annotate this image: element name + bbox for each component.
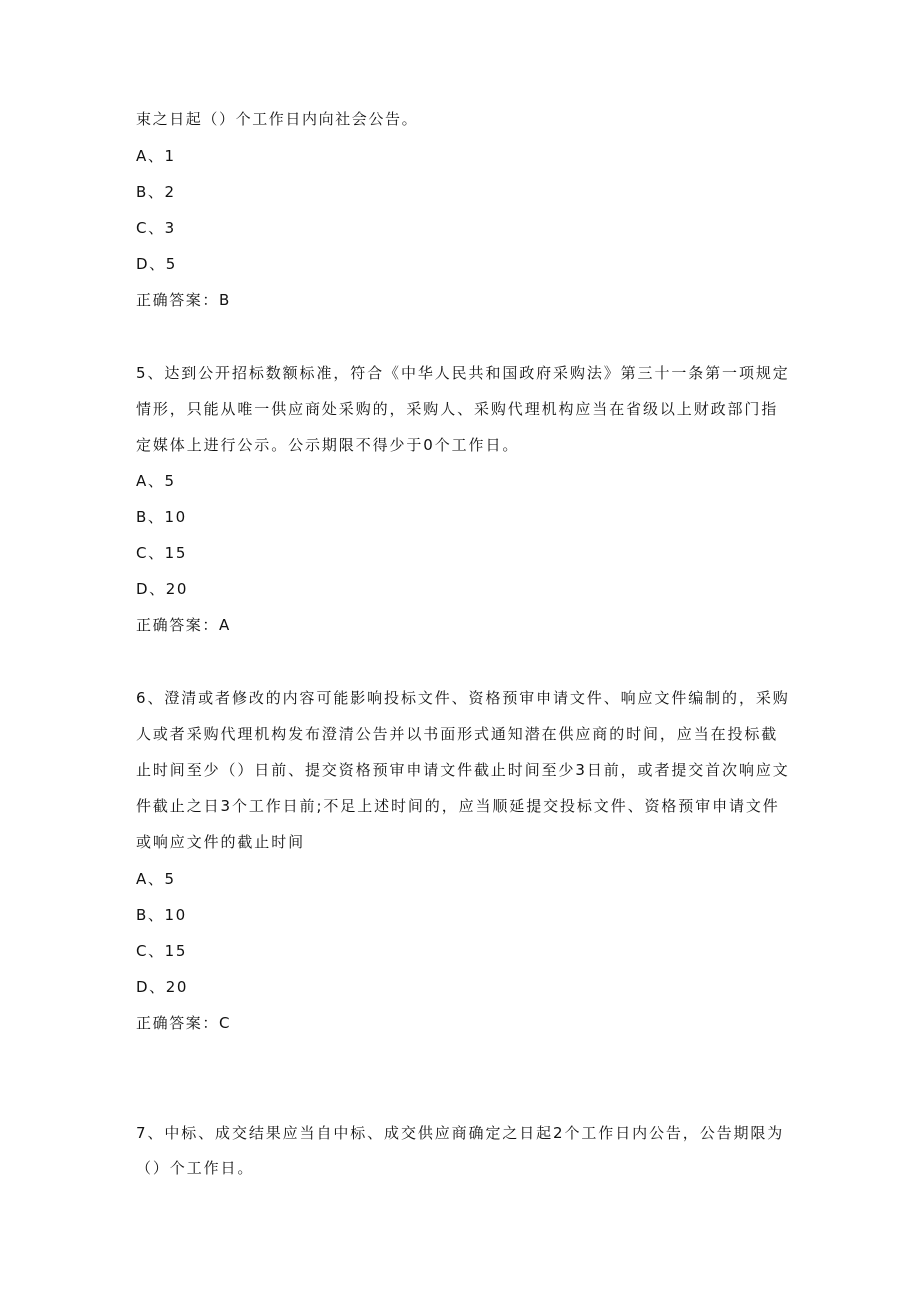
question-4-answer: 正确答案：B bbox=[136, 291, 231, 309]
question-6-option-c: C、15 bbox=[136, 942, 187, 960]
question-4-option-c: C、3 bbox=[136, 219, 176, 237]
question-6-option-d: D、20 bbox=[136, 978, 189, 996]
question-5-option-d: D、20 bbox=[136, 580, 189, 598]
question-6-text-line: 止时间至少（）日前、提交资格预审申请文件截止时间至少3日前，或者提交首次响应文 bbox=[136, 761, 790, 779]
question-5-option-a: A、5 bbox=[136, 472, 176, 490]
question-6-text-line: 6、澄清或者修改的内容可能影响投标文件、资格预审申请文件、响应文件编制的，采购 bbox=[136, 689, 790, 707]
question-6-text-line: 或响应文件的截止时间 bbox=[136, 833, 306, 851]
question-6-text-line: 件截止之日3个工作日前;不足上述时间的，应当顺延提交投标文件、资格预审申请文件 bbox=[136, 797, 780, 815]
question-4-option-b: B、2 bbox=[136, 183, 176, 201]
question-6-answer: 正确答案：C bbox=[136, 1014, 232, 1032]
question-5-text-line: 5、达到公开招标数额标准，符合《中华人民共和国政府采购法》第三十一条第一项规定 bbox=[136, 364, 790, 382]
question-7-text-line: 7、中标、成交结果应当自中标、成交供应商确定之日起2个工作日内公告，公告期限为 bbox=[136, 1124, 785, 1142]
question-7-text-line: （）个工作日。 bbox=[136, 1159, 255, 1177]
question-4-option-d: D、5 bbox=[136, 255, 177, 273]
question-4-stem-end: 束之日起（）个工作日内向社会公告。 bbox=[136, 110, 419, 128]
question-5-answer: 正确答案：A bbox=[136, 616, 231, 634]
question-5-option-c: C、15 bbox=[136, 544, 187, 562]
question-5-option-b: B、10 bbox=[136, 508, 187, 526]
question-6-option-a: A、5 bbox=[136, 870, 176, 888]
question-6-option-b: B、10 bbox=[136, 906, 187, 924]
question-5-text-line: 定媒体上进行公示。公示期限不得少于0个工作日。 bbox=[136, 436, 520, 454]
question-6-text-line: 人或者采购代理机构发布澄清公告并以书面形式通知潜在供应商的时间，应当在投标截 bbox=[136, 725, 779, 743]
question-5-text-line: 情形，只能从唯一供应商处采购的，采购人、采购代理机构应当在省级以上财政部门指 bbox=[136, 400, 779, 418]
question-4-option-a: A、1 bbox=[136, 147, 176, 165]
